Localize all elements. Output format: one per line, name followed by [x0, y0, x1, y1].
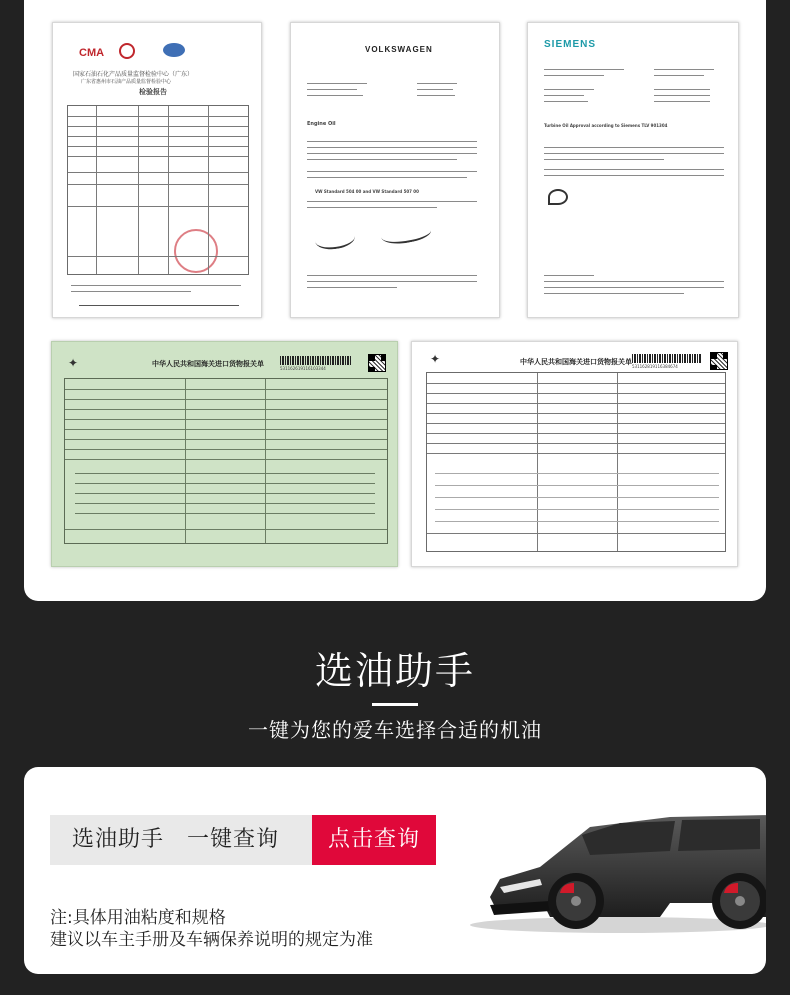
volkswagen-spec: VW Standard 504 00 and VW Standard 507 00	[315, 189, 419, 194]
customs-green-title: 中华人民共和国海关进口货物报关单	[152, 360, 264, 368]
note-line-2: 建议以车主手册及车辆保养说明的规定为准	[50, 930, 373, 950]
volkswagen-logo: VOLKSWAGEN	[365, 45, 433, 54]
customs-green-form	[64, 378, 388, 544]
query-bar	[50, 815, 436, 865]
car-illustration	[470, 805, 766, 935]
cma-logo: CMA	[79, 47, 105, 59]
cnas-logo-icon	[163, 43, 185, 57]
section-title: 选油助手	[314, 649, 475, 693]
certificates-panel	[24, 0, 766, 601]
ilac-logo-icon	[119, 43, 135, 59]
barcode	[632, 354, 702, 363]
customs-declaration-green	[51, 341, 398, 567]
signature-icon	[314, 226, 356, 251]
customs-white-form	[426, 372, 726, 552]
section-subtitle: 一键为您的爱车选择合适的机油	[248, 718, 542, 742]
query-label: 选油助手 一键查询	[72, 827, 280, 852]
cma-center-name-2: 广东省惠州市石油产品质量监督检验中心	[81, 79, 172, 85]
volkswagen-subject: Engine Oil	[307, 121, 336, 127]
note-line-1: 注:具体用油粘度和规格	[50, 908, 226, 928]
customs-declaration-white	[411, 341, 738, 567]
cma-report-table	[67, 105, 249, 275]
siemens-logo: SIEMENS	[544, 39, 597, 50]
signature-icon	[380, 220, 433, 248]
title-underline	[372, 703, 418, 706]
customs-white-title: 中华人民共和国海关进口货物报关单	[520, 358, 632, 366]
volkswagen-approval-letter	[290, 22, 500, 318]
cma-report-title: 检验报告	[139, 88, 167, 96]
siemens-approval-letter	[527, 22, 739, 318]
cma-inspection-report	[52, 22, 262, 318]
oil-selector-panel	[24, 767, 766, 974]
customs-green-barcode-number: 531162619116103344	[280, 366, 326, 371]
customs-emblem-icon: ✦	[429, 352, 441, 366]
barcode	[280, 356, 352, 365]
customs-white-barcode-number: 531162819116384674	[632, 364, 678, 369]
qr-code-icon	[710, 352, 728, 370]
qr-code-icon	[368, 354, 386, 372]
query-button[interactable]: 点击查询	[312, 815, 436, 865]
signature-icon	[548, 189, 568, 205]
customs-emblem-icon: ✦	[67, 356, 79, 370]
cma-center-name: 国家石油石化产品质量监督检验中心（广东）	[73, 71, 194, 78]
siemens-subject: Turbine Oil Approval according to Siemens TLV 901304	[544, 123, 668, 128]
